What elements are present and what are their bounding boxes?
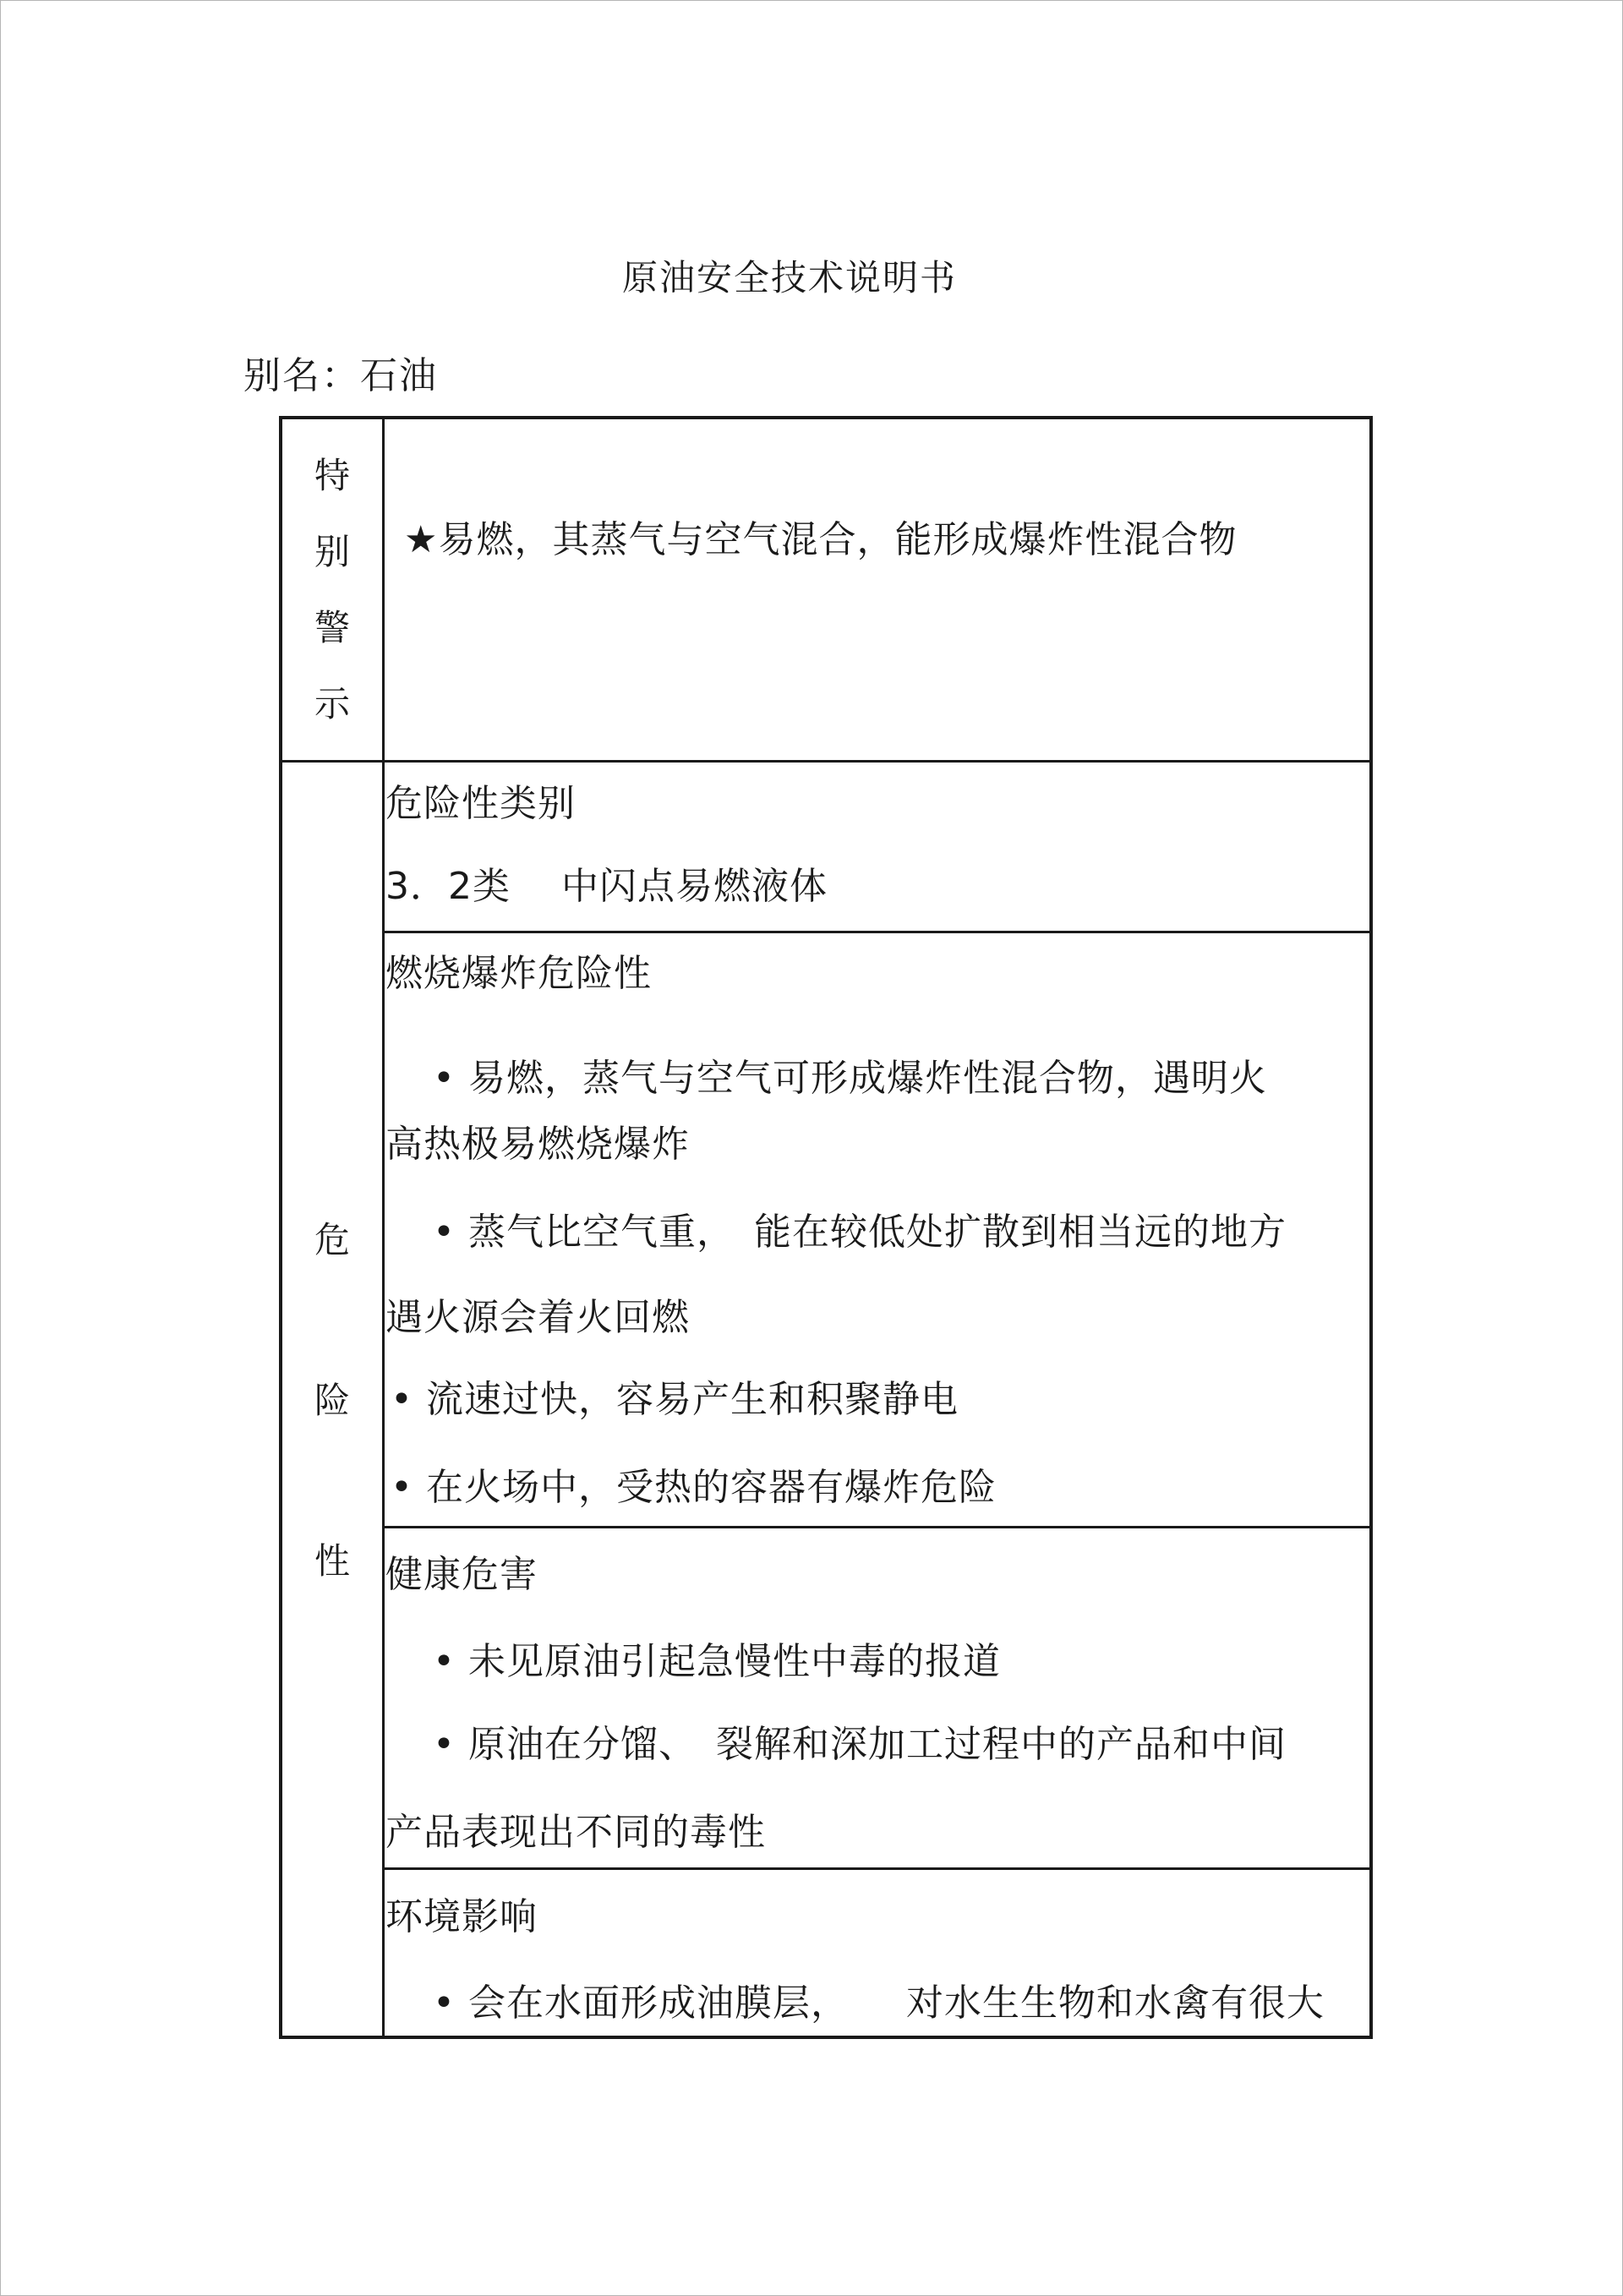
document-title: 原油安全技术说明书 — [621, 257, 957, 298]
fire-explosion-line: • 在火场中，受热的容器有爆炸危险 — [391, 1466, 997, 1509]
label-char: 性 — [314, 1539, 350, 1582]
fire-explosion-line: • 易燃，蒸气与空气可形成爆炸性混合物，遇明火 — [433, 1057, 1267, 1100]
label-char: 危 — [314, 1218, 350, 1260]
fire-explosion-line: • 流速过快，容易产生和积聚静电 — [391, 1378, 959, 1421]
label-char: 警 — [314, 606, 350, 648]
hazard-category-line: 3．2类 中闪点易燃液体 — [385, 865, 828, 908]
row-divider-health — [382, 1867, 1369, 1870]
fire-explosion-line: 高热极易燃烧爆炸 — [385, 1123, 690, 1166]
health-line: • 原油在分馏、 裂解和深加工过程中的产品和中间 — [433, 1723, 1287, 1766]
label-char: 别 — [314, 530, 350, 572]
fire-explosion-heading: 燃烧爆炸危险性 — [385, 952, 652, 995]
safety-data-table — [279, 416, 1373, 2039]
label-char: 险 — [314, 1379, 350, 1421]
row-divider-category — [382, 931, 1369, 933]
label-char: 示 — [314, 682, 350, 724]
column-divider — [382, 419, 385, 2036]
label-char: 特 — [314, 454, 350, 496]
alias-line: 别名：石油 — [243, 354, 438, 397]
health-line: 产品表现出不同的毒性 — [385, 1811, 766, 1854]
fire-explosion-line: 遇火源会着火回燃 — [385, 1296, 690, 1339]
hazard-category-heading: 危险性类别 — [385, 782, 576, 825]
health-line: • 未见原油引起急慢性中毒的报道 — [433, 1640, 1001, 1683]
environment-line: • 会在水面形成油膜层， 对水生生物和水禽有很大 — [433, 1982, 1325, 2025]
special-warning-text: ★易燃，其蒸气与空气混合，能形成爆炸性混合物 — [404, 518, 1238, 561]
special-warning-label — [282, 419, 382, 760]
row-divider-fire — [382, 1526, 1369, 1528]
fire-explosion-line: • 蒸气比空气重， 能在较低处扩散到相当远的地方 — [433, 1211, 1287, 1254]
hazard-label — [282, 762, 382, 2039]
health-heading: 健康危害 — [385, 1553, 538, 1596]
row-divider-warning — [282, 760, 1369, 763]
environment-heading: 环境影响 — [385, 1895, 538, 1938]
